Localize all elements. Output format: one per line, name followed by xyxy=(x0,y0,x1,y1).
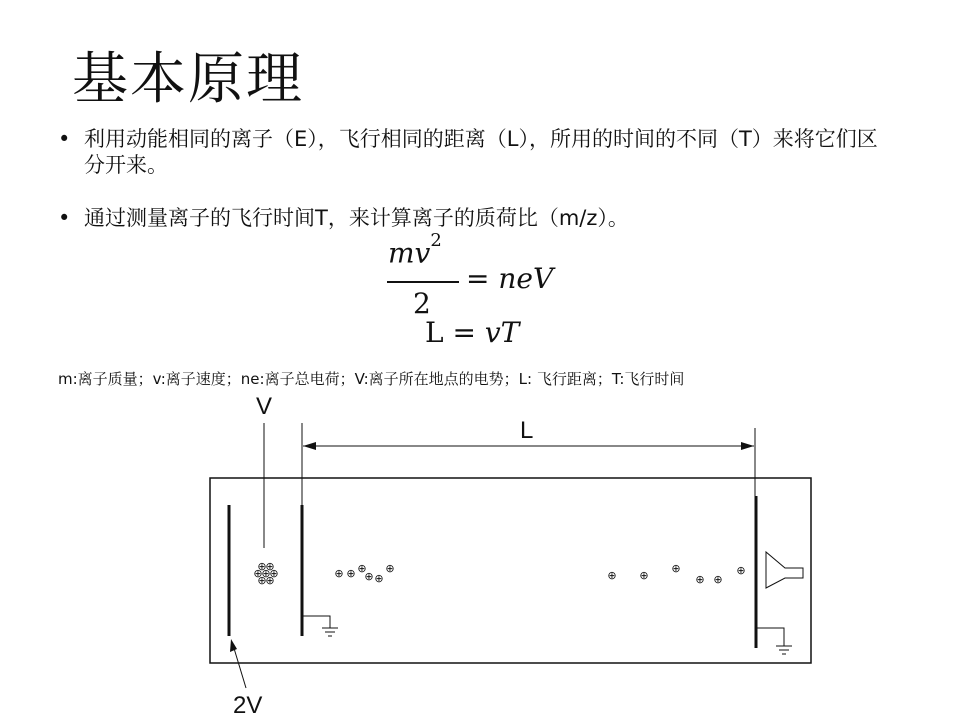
ion-icon: ⊕ xyxy=(265,560,275,573)
ion-icon: ⊕ xyxy=(265,574,275,587)
ion-icon: ⊕ xyxy=(261,567,271,580)
ion-icon: ⊕ xyxy=(671,562,681,575)
page-title: 基本原理 xyxy=(72,47,304,112)
ion-icon: ⊕ xyxy=(713,573,723,586)
variable-legend: m:离子质量；v:离子速度；ne:离子总电荷；V:离子所在地点的电势；L: 飞行距离；T:飞行时间 xyxy=(58,370,685,388)
numerator-text: mv xyxy=(388,236,431,270)
2v-pointer-line xyxy=(233,645,246,688)
length-label: L xyxy=(520,417,534,444)
ground-icon xyxy=(756,628,792,654)
equation-denominator: 2 xyxy=(413,287,431,320)
ion-icon: ⊕ xyxy=(736,564,746,577)
arrow-left-icon xyxy=(303,442,316,450)
bullet-text: 通过测量离子的飞行时间T，来计算离子的质荷比（m/z）。 xyxy=(84,206,629,230)
ion-icon: ⊕ xyxy=(374,572,384,585)
ion-icon: ⊕ xyxy=(257,574,267,587)
ion-icon: ⊕ xyxy=(357,562,367,575)
ion-icon: ⊕ xyxy=(695,573,705,586)
ion-icon: ⊕ xyxy=(639,569,649,582)
bullet-marker: • xyxy=(58,206,71,230)
numerator-exponent: 2 xyxy=(430,230,442,251)
distance-lhs: L xyxy=(425,316,444,349)
ion-icon: ⊕ xyxy=(607,569,617,582)
arrow-right-icon xyxy=(741,442,754,450)
distance-rhs: vT xyxy=(484,316,520,349)
ground-icon xyxy=(302,616,338,636)
ion-icon: ⊕ xyxy=(364,570,374,583)
bullet-text: 利用动能相同的离子（E），飞行相同的距离（L），所用的时间的不同（T）来将它们区分开来。 xyxy=(84,127,878,177)
double-voltage-label: 2V xyxy=(233,692,263,719)
ion-icon: ⊕ xyxy=(385,562,395,575)
2v-pointer-arrow-icon xyxy=(230,639,237,652)
equation-rhs: = neV xyxy=(466,262,554,295)
ion-icon: ⊕ xyxy=(253,567,263,580)
voltage-label: V xyxy=(256,393,273,420)
detector-icon xyxy=(766,552,803,588)
distance-eq: = xyxy=(443,316,485,349)
ion-icon: ⊕ xyxy=(269,567,279,580)
ion-icon: ⊕ xyxy=(334,567,344,580)
ion-icon: ⊕ xyxy=(346,567,356,580)
ion-icon: ⊕ xyxy=(257,560,267,573)
bullet-marker: • xyxy=(58,127,71,151)
flight-tube xyxy=(210,478,811,663)
